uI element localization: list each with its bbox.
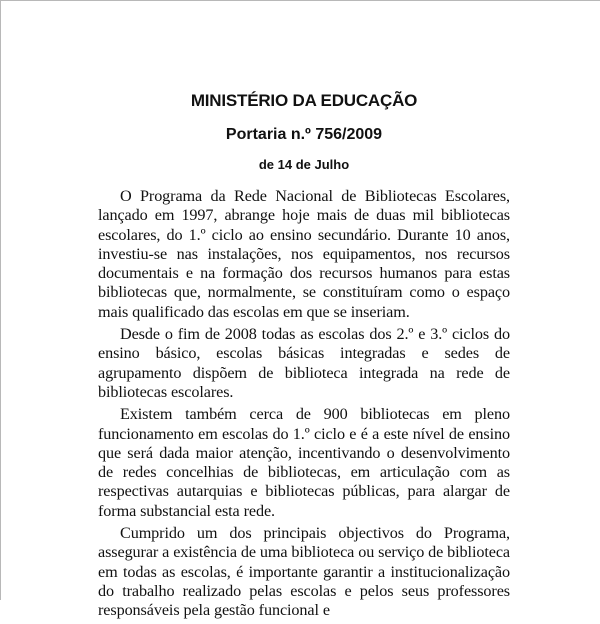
ministry-heading: MINISTÉRIO DA EDUCAÇÃO (190, 91, 418, 110)
portaria-date: de 14 de Julho (258, 157, 350, 172)
paragraph-4: Cumprido um dos principais objectivos do Programa, assegurar a existência de uma biblioteca ou serviço de biblioteca em todas as escolas, é importante garantir a institucionalização do trabalho realizado pelas escolas e pelos seus professores responsáveis pela gestão funcional e (98, 524, 510, 620)
document-content (98, 91, 510, 624)
paragraph-3: Existem também cerca de 900 bibliotecas em pleno funcionamento em escolas do 1.º ciclo e é a este nível de ensino que será dada maior atenção, incentivando o desenvolvimento de redes concelhias de bibliotecas, em articulação com as respectivas autarquias e bibliotecas públicas, para alargar de forma substancial esta rede. (98, 405, 510, 520)
paragraph-1: O Programa da Rede Nacional de Bibliotecas Escolares, lançado em 1997, abrange hoje mais de duas mil bibliotecas escolares, do 1.º ciclo ao ensino secundário. Durante 10 anos, investiu-se nas instalações, nos equipamentos, nos recursos documentais e na formação dos recursos humanos para estas bibliotecas que, normalmente, se constituíram como o espaço mais qualificado das escolas em que se inseriam. (98, 187, 510, 321)
paragraph-2: Desde o fim de 2008 todas as escolas dos 2.º e 3.º ciclos do ensino básico, escolas básicas integradas e sedes de agrupamento dispõem de biblioteca integrada na rede de bibliotecas escolares. (98, 325, 510, 401)
document-body (98, 187, 510, 621)
portaria-title: Portaria n.º 756/2009 (225, 126, 383, 143)
